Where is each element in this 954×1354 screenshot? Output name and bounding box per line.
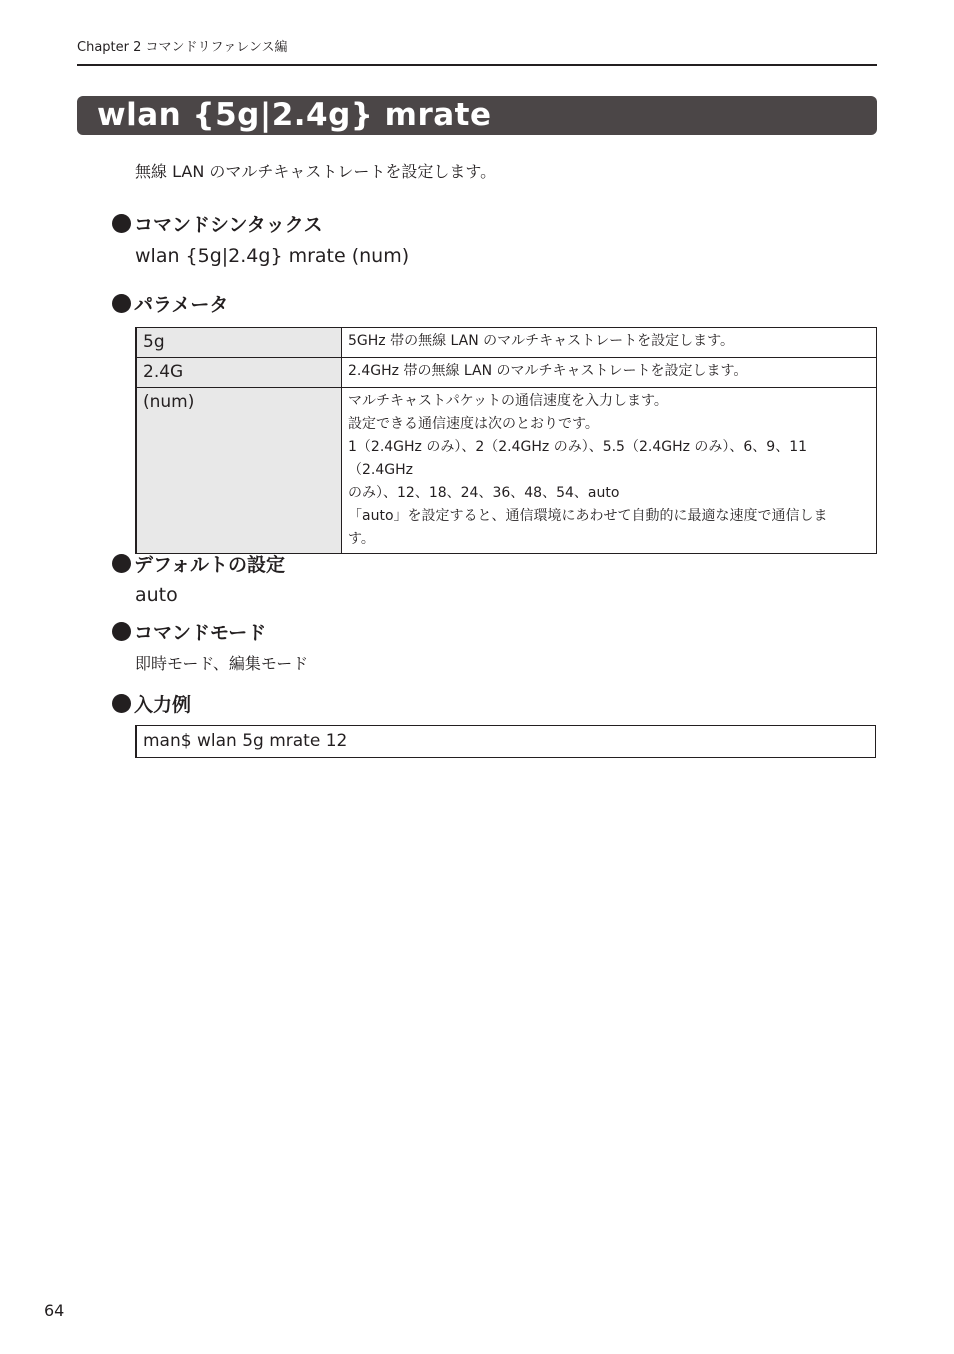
param-name: 2.4G — [136, 358, 342, 388]
bullet-icon — [112, 294, 131, 313]
bullet-icon — [112, 554, 131, 573]
example-heading — [112, 690, 191, 717]
param-description — [342, 358, 877, 388]
table-row — [136, 388, 877, 554]
param-description-line: 1（2.4GHz のみ）、2（2.4GHz のみ）、5.5（2.4GHz のみ）、6、9、11（2.4GHz — [348, 439, 808, 478]
param-description — [342, 328, 877, 358]
param-description-line: す。 — [348, 531, 375, 547]
param-description-line: マルチキャストパケットの通信速度を入力します。 — [348, 393, 668, 409]
syntax-value: wlan {5g|2.4g} mrate (num) — [135, 245, 410, 267]
param-description-line: 「auto」を設定すると、通信環境にあわせて自動的に最適な速度で通信しま — [348, 508, 828, 524]
params-heading-label: パラメータ — [134, 294, 229, 316]
example-heading-label: 入力例 — [134, 694, 192, 716]
mode-heading-label: コマンドモード — [134, 622, 267, 644]
param-description-line: のみ）、12、18、24、36、48、54、auto — [348, 485, 620, 501]
page-title: wlan {5g|2.4g} mrate — [97, 97, 492, 133]
example-box — [135, 725, 876, 758]
syntax-heading-label: コマンドシンタックス — [134, 214, 323, 236]
bullet-icon — [112, 694, 131, 713]
syntax-heading — [112, 210, 323, 237]
param-description-line: 5GHz 帯の無線 LAN のマルチキャストレートを設定します。 — [348, 333, 735, 349]
table-row — [136, 328, 877, 358]
mode-value: 即時モード、編集モード — [135, 654, 309, 673]
mode-heading — [112, 618, 266, 645]
table-row — [136, 358, 877, 388]
default-heading — [112, 550, 285, 577]
bullet-icon — [112, 622, 131, 641]
title-bar — [77, 96, 877, 135]
param-name: (num) — [136, 388, 342, 554]
param-description — [342, 388, 877, 554]
params-heading — [112, 290, 228, 317]
param-name: 5g — [136, 328, 342, 358]
running-header: Chapter 2 コマンドリファレンス編 — [77, 40, 288, 55]
default-heading-label: デフォルトの設定 — [134, 554, 286, 576]
default-value: auto — [135, 584, 178, 606]
bullet-icon — [112, 214, 131, 233]
command-description: 無線 LAN のマルチキャストレートを設定します。 — [135, 162, 497, 181]
param-description-line: 設定できる通信速度は次のとおりです。 — [348, 416, 599, 432]
page-number: 64 — [44, 1301, 65, 1320]
example-command: man$ wlan 5g mrate 12 — [143, 731, 348, 751]
header-rule — [77, 64, 877, 66]
parameter-table — [135, 327, 877, 554]
param-description-line: 2.4GHz 帯の無線 LAN のマルチキャストレートを設定します。 — [348, 363, 748, 379]
